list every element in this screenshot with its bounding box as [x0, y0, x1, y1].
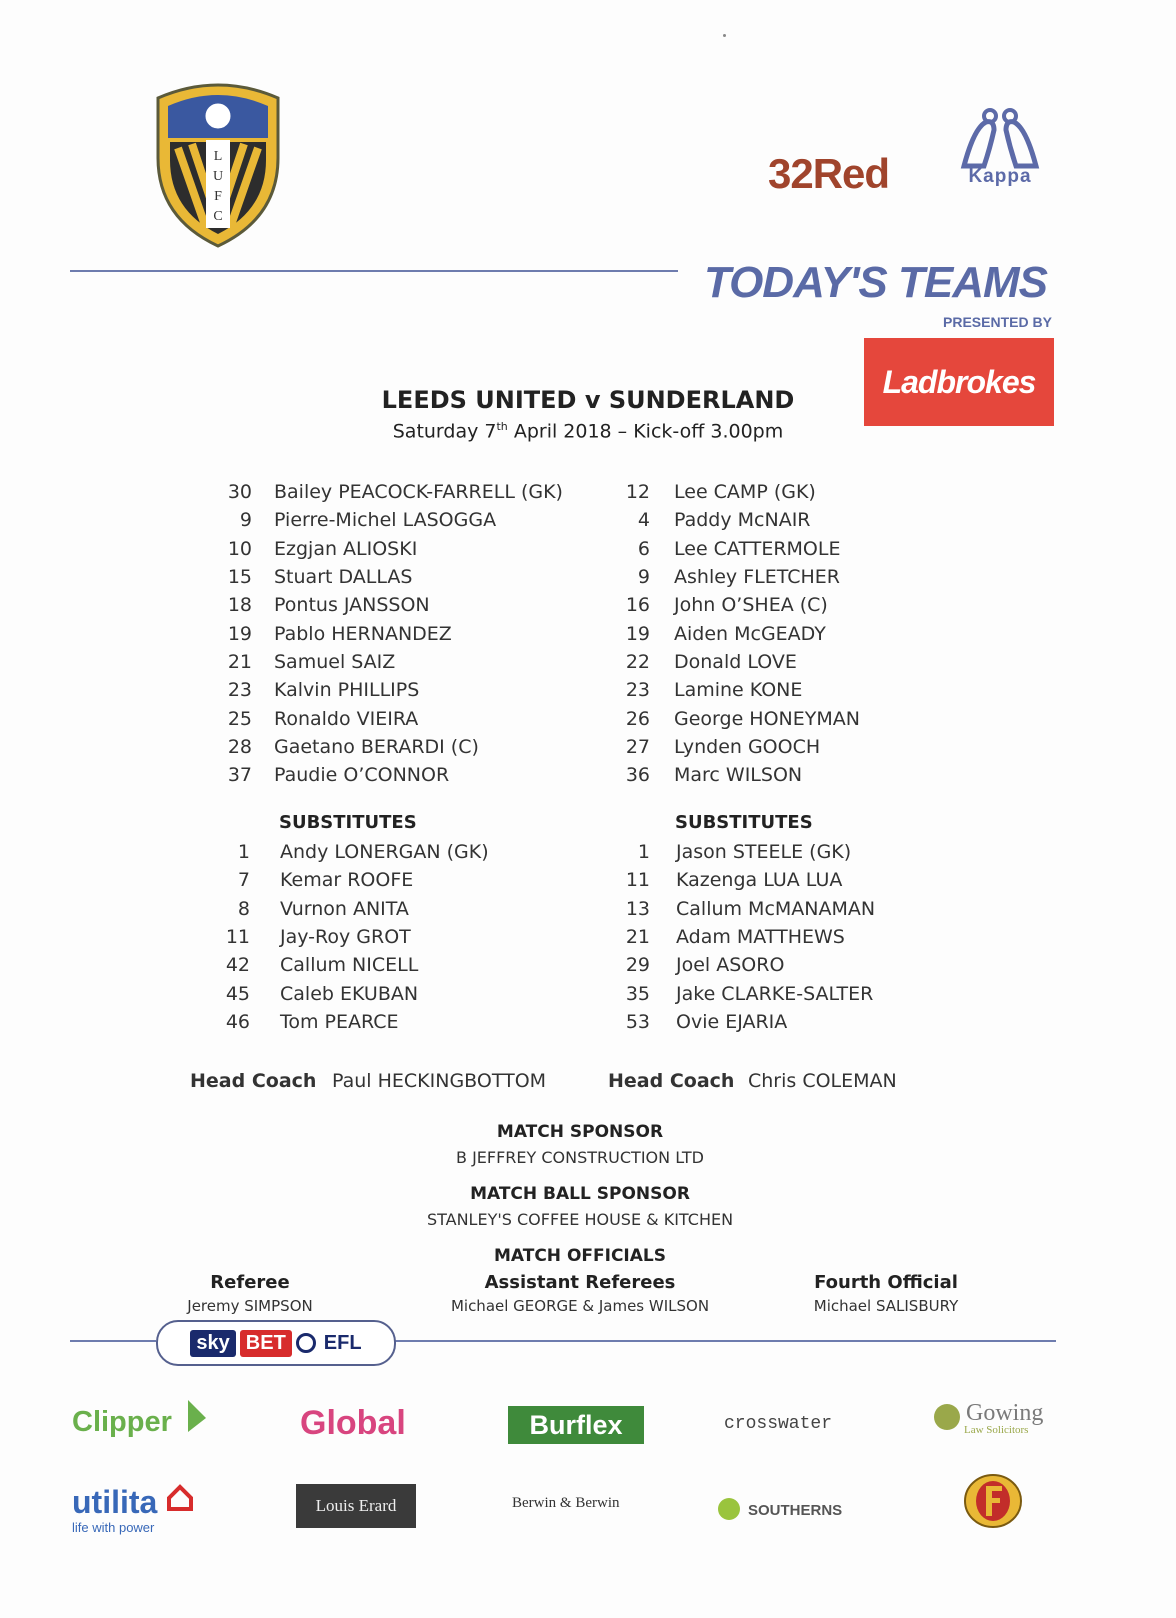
home-starting-lineup [210, 478, 563, 789]
louis-erard-logo: Louis Erard [296, 1484, 416, 1528]
player-name: Paddy McNAIR [674, 509, 811, 532]
player-name: Lee CAMP (GK) [674, 481, 816, 504]
assistant-referees-names: Michael GEORGE & James WILSON [450, 1297, 710, 1315]
player-name: Donald LOVE [674, 650, 797, 673]
player-row [210, 733, 563, 761]
player-number: 9 [239, 509, 252, 532]
bet-wordmark: BET [240, 1330, 292, 1357]
house-icon [166, 1484, 194, 1512]
gowing-g-icon [932, 1402, 962, 1432]
player-row [210, 923, 489, 951]
player-number: 37 [227, 764, 252, 787]
player-number: 36 [625, 764, 650, 787]
player-number: 8 [237, 897, 250, 920]
assistant-referees-block [430, 1272, 730, 1315]
player-row [210, 979, 489, 1007]
player-name: Kemar ROOFE [280, 869, 414, 892]
player-number: 11 [625, 869, 650, 892]
player-row [610, 761, 860, 789]
player-row [210, 648, 563, 676]
player-number: 11 [225, 926, 250, 949]
player-row [610, 648, 860, 676]
player-row [210, 1008, 489, 1036]
player-row [610, 676, 860, 704]
southerns-logo: SOUTHERNS [748, 1502, 843, 1519]
player-row [610, 478, 860, 506]
player-row [610, 563, 860, 591]
player-row [610, 733, 860, 761]
player-name: Jay-Roy GROT [280, 926, 411, 949]
player-number: 25 [227, 707, 252, 730]
player-number: 16 [625, 594, 650, 617]
ladbrokes-logo: Ladbrokes [864, 338, 1054, 426]
page-title: TODAY'S TEAMS [704, 258, 1047, 307]
player-row [210, 506, 563, 534]
match-officials-heading: MATCH OFFICIALS [493, 1246, 666, 1266]
utilita-tagline: life with power [72, 1520, 155, 1535]
player-name: Adam MATTHEWS [676, 926, 845, 949]
referee-name: Jeremy SIMPSON [187, 1297, 313, 1315]
player-name: Stuart DALLAS [274, 566, 413, 589]
player-number: 18 [227, 594, 252, 617]
southerns-ball-icon [718, 1498, 740, 1520]
footer-rule-left [70, 1340, 156, 1342]
ball-sponsor-label: MATCH BALL SPONSOR [470, 1184, 690, 1204]
player-number: 9 [637, 566, 650, 589]
player-row [610, 838, 875, 866]
player-number: 35 [625, 982, 650, 1005]
clipper-logo: Clipper [72, 1406, 172, 1438]
referee-block [100, 1272, 400, 1315]
away-coach-label: Head Coach [608, 1070, 735, 1092]
match-title: LEEDS UNITED v SUNDERLAND [381, 386, 795, 414]
player-name: Ashley FLETCHER [674, 566, 840, 589]
berwin-logo: Berwin & Berwin [512, 1495, 620, 1511]
player-row [210, 866, 489, 894]
player-row [210, 478, 563, 506]
gowing-subtitle: Law Solicitors [964, 1424, 1029, 1436]
player-number: 45 [225, 982, 250, 1005]
player-row [610, 535, 860, 563]
player-number: 42 [225, 954, 250, 977]
home-subs-heading: SUBSTITUTES [279, 812, 417, 833]
leeds-crest-icon [148, 78, 288, 250]
player-number: 46 [225, 1010, 250, 1033]
player-row [610, 619, 860, 647]
player-row [210, 619, 563, 647]
player-number: 53 [625, 1010, 650, 1033]
player-number: 6 [637, 537, 650, 560]
player-name: Callum McMANAMAN [676, 897, 876, 920]
player-row [610, 1008, 875, 1036]
player-row [210, 563, 563, 591]
player-name: Vurnon ANITA [280, 897, 409, 920]
player-number: 13 [625, 897, 650, 920]
player-name: Joel ASORO [676, 954, 785, 977]
player-number: 7 [237, 869, 250, 892]
player-name: Tom PEARCE [280, 1010, 399, 1033]
away-substitutes [610, 838, 875, 1036]
player-number: 22 [625, 650, 650, 673]
clipper-arrow-icon [186, 1398, 208, 1434]
player-row [610, 979, 875, 1007]
player-number: 1 [637, 841, 650, 864]
fourth-official-name: Michael SALISBURY [813, 1297, 959, 1315]
page-speck [723, 34, 726, 37]
player-row [610, 506, 860, 534]
away-coach-name: Chris COLEMAN [748, 1070, 897, 1092]
global-logo: Global [300, 1404, 406, 1442]
home-substitutes [210, 838, 489, 1036]
player-name: Lynden GOOCH [674, 735, 821, 758]
shirt-sponsor-logo: 32Red [768, 150, 890, 197]
player-row [210, 895, 489, 923]
player-row [210, 761, 563, 789]
player-number: 10 [227, 537, 252, 560]
player-name: Lee CATTERMOLE [674, 537, 841, 560]
player-number: 19 [227, 622, 252, 645]
match-sponsor: B JEFFREY CONSTRUCTION LTD [456, 1148, 704, 1167]
player-row [610, 704, 860, 732]
player-name: Marc WILSON [674, 764, 803, 787]
svg-text:C: C [213, 209, 223, 224]
player-number: 21 [227, 650, 252, 673]
player-name: Aiden McGEADY [674, 622, 826, 645]
header-rule [70, 270, 678, 272]
away-subs-heading: SUBSTITUTES [675, 812, 813, 833]
skybet-efl-badge [156, 1320, 396, 1366]
player-name: Pontus JANSSON [274, 594, 430, 617]
player-name: Ezgjan ALIOSKI [274, 537, 418, 560]
player-name: Bailey PEACOCK-FARRELL (GK) [274, 481, 563, 504]
crosswater-logo: crosswater [724, 1414, 833, 1434]
player-number: 21 [625, 926, 650, 949]
player-name: Caleb EKUBAN [280, 982, 419, 1005]
player-name: Lamine KONE [674, 679, 803, 702]
player-name: Jason STEELE (GK) [676, 841, 852, 864]
referee-label: Referee [210, 1272, 290, 1293]
player-number: 1 [237, 841, 250, 864]
sky-wordmark: sky [190, 1330, 235, 1357]
player-row [610, 895, 875, 923]
player-name: Kalvin PHILLIPS [274, 679, 420, 702]
player-name: Gaetano BERARDI (C) [274, 735, 479, 758]
player-number: 27 [625, 735, 650, 758]
player-number: 19 [625, 622, 650, 645]
player-number: 23 [227, 679, 252, 702]
player-row [610, 923, 875, 951]
kappa-wordmark: Kappa [968, 166, 1032, 187]
home-coach-label: Head Coach [190, 1070, 317, 1092]
presented-by-label: PRESENTED BY [943, 314, 1052, 330]
player-number: 12 [625, 481, 650, 504]
player-row [610, 591, 860, 619]
away-starting-lineup [610, 478, 860, 789]
player-row [210, 838, 489, 866]
player-row [210, 591, 563, 619]
player-number: 15 [227, 566, 252, 589]
efl-ball-icon [296, 1333, 316, 1353]
match-sponsor-label: MATCH SPONSOR [496, 1122, 664, 1142]
footer-rule-right [392, 1340, 1056, 1342]
player-name: Pierre-Michel LASOGGA [274, 509, 497, 532]
player-name: Andy LONERGAN (GK) [280, 841, 489, 864]
player-row [210, 535, 563, 563]
burflex-logo: Burflex [508, 1406, 644, 1444]
player-row [210, 951, 489, 979]
player-name: Callum NICELL [280, 954, 419, 977]
utilita-logo: utilita [72, 1484, 158, 1520]
player-name: George HONEYMAN [674, 707, 860, 730]
player-name: Paudie O’CONNOR [274, 764, 450, 787]
player-name: Samuel SAIZ [274, 650, 396, 673]
player-number: 29 [625, 954, 650, 977]
assistant-referees-label: Assistant Referees [484, 1272, 676, 1293]
player-number: 28 [227, 735, 252, 758]
match-date: Saturday 7th April 2018 – Kick-off 3.00pm [392, 420, 784, 443]
fourth-official-block [736, 1272, 1036, 1315]
player-name: Jake CLARKE-SALTER [676, 982, 874, 1005]
gowing-logo: Gowing [966, 1400, 1044, 1426]
fourth-official-label: Fourth Official [814, 1272, 958, 1293]
player-row [610, 951, 875, 979]
player-row [210, 676, 563, 704]
svg-text:F: F [214, 189, 222, 204]
player-number: 26 [625, 707, 650, 730]
player-name: Ovie EJARIA [676, 1010, 788, 1033]
player-row [210, 704, 563, 732]
player-name: Kazenga LUA LUA [676, 869, 843, 892]
player-name: Ronaldo VIEIRA [274, 707, 419, 730]
efl-wordmark: EFL [323, 1331, 362, 1354]
svg-text:U: U [212, 169, 224, 184]
svg-text:L: L [213, 149, 223, 164]
fosters-f-icon [962, 1472, 1024, 1530]
player-row [610, 866, 875, 894]
player-name: John O’SHEA (C) [674, 594, 828, 617]
player-number: 4 [637, 509, 650, 532]
player-number: 23 [625, 679, 650, 702]
player-number: 30 [227, 481, 252, 504]
player-name: Pablo HERNANDEZ [274, 622, 452, 645]
home-coach-name: Paul HECKINGBOTTOM [332, 1070, 547, 1092]
ball-sponsor: STANLEY'S COFFEE HOUSE & KITCHEN [426, 1210, 734, 1229]
